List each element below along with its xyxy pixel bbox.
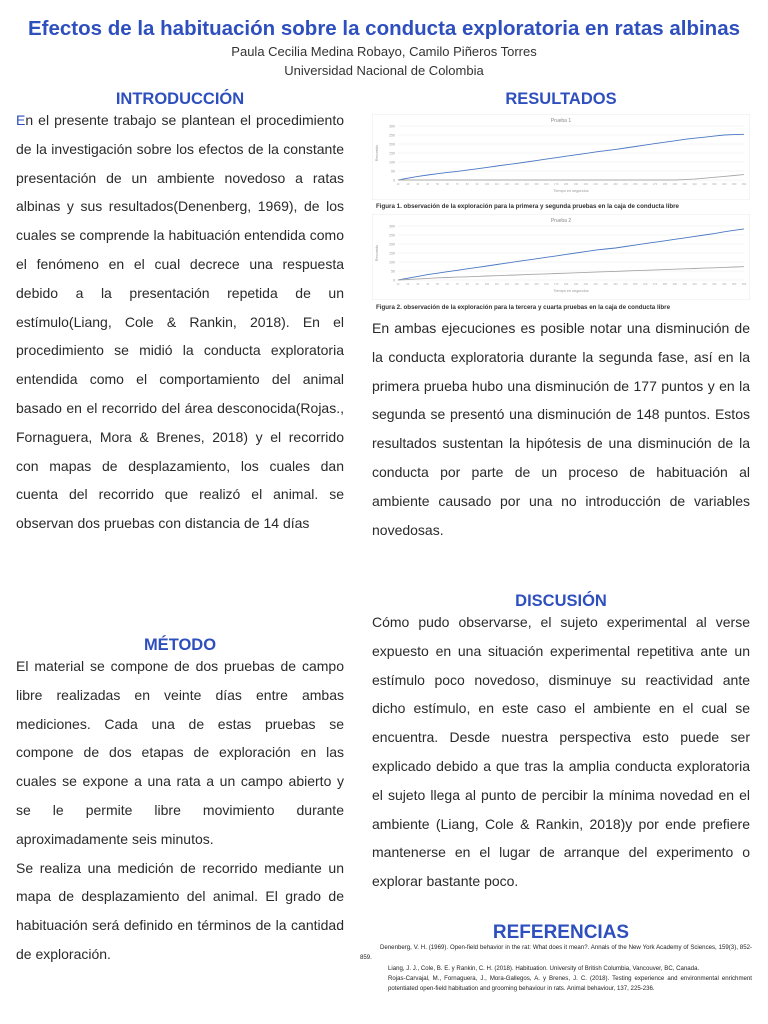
figure-1-caption: Figura 1. observación de la exploración para la primera y segunda pruebas en la caja de conducta libre — [376, 203, 679, 210]
x-tick-label: 130 — [514, 183, 519, 186]
x-tick-label: 290 — [672, 283, 677, 286]
x-tick-label: 140 — [524, 283, 529, 286]
x-tick-label: 150 — [534, 183, 539, 186]
x-tick-label: 330 — [712, 283, 717, 286]
x-tick-label: 60 — [445, 183, 449, 186]
x-tick-label: 40 — [426, 183, 430, 186]
discusion-heading: DISCUSIÓN — [515, 592, 607, 610]
x-tick-label: 200 — [583, 283, 588, 286]
y-tick-label: 200 — [389, 142, 395, 147]
figure-2-caption: Figura 2. observación de la exploración para la tercera y cuarta pruebas en la caja de conducta libre — [376, 304, 671, 311]
y-tick-label: 200 — [389, 242, 395, 247]
x-tick-label: 250 — [633, 283, 638, 286]
resultados-heading: RESULTADOS — [505, 90, 617, 108]
x-tick-label: 300 — [682, 283, 687, 286]
poster-affiliation: Universidad Nacional de Colombia — [284, 63, 484, 78]
intro-dropcap: E — [16, 112, 26, 128]
x-tick-label: 10 — [396, 183, 400, 186]
x-tick-label: 30 — [416, 183, 420, 186]
x-tick-label: 210 — [593, 183, 598, 186]
referencias-heading: REFERENCIAS — [492, 922, 630, 943]
x-tick-label: 280 — [662, 283, 668, 286]
x-tick-label: 90 — [475, 283, 479, 286]
x-tick-label: 130 — [514, 283, 519, 286]
metodo-text — [16, 652, 344, 969]
x-tick-label: 180 — [563, 283, 569, 286]
x-tick-label: 110 — [494, 183, 499, 186]
x-tick-label: 100 — [484, 283, 490, 286]
y-tick-label: 50 — [391, 169, 395, 174]
chart-title: Prueba 2 — [550, 218, 572, 224]
x-tick-label: 220 — [603, 283, 608, 286]
x-tick-label: 220 — [603, 183, 608, 186]
y-tick-label: 250 — [389, 233, 395, 238]
x-tick-label: 90 — [475, 183, 479, 186]
reference-item: Liang, J. J., Cole, B. E. y Rankin, C. H. (2018). Habituation. University of British Columbia, Vancouver, BC, Canada. — [388, 964, 700, 972]
x-tick-label: 70 — [455, 283, 459, 286]
y-tick-label: 250 — [389, 133, 395, 138]
intro-heading: INTRODUCCIÓN — [115, 90, 245, 108]
x-tick-label: 280 — [662, 183, 668, 186]
x-tick-label: 270 — [652, 183, 658, 186]
poster-authors: Paula Cecilia Medina Robayo, Camilo Piñeros Torres — [231, 44, 537, 59]
x-tick-label: 270 — [652, 283, 658, 286]
x-tick-label: 100 — [484, 183, 490, 186]
chart-frame — [372, 214, 750, 300]
y-tick-label: 50 — [391, 269, 395, 274]
x-tick-label: 290 — [672, 183, 677, 186]
x-tick-label: 80 — [465, 183, 469, 186]
x-tick-label: 240 — [623, 183, 628, 186]
x-tick-label: 120 — [504, 283, 509, 286]
x-tick-label: 70 — [455, 183, 459, 186]
x-axis-label: Tiempo en segundos — [553, 189, 589, 193]
x-tick-label: 10 — [396, 283, 400, 286]
x-tick-label: 160 — [544, 183, 549, 186]
metodo-paragraph-2: Se realiza una medición de recorrido mediante un mapa de desplazamiento del animal. El grado de habituación será definido en términos de la cantidad de exploración. — [16, 859, 344, 962]
x-tick-label: 250 — [633, 183, 638, 186]
reference-item: Denenberg, V. H. (1969). Open-field behavior in the rat: What does it mean?. Annals of the New York Academy of Sciences, 159(3), 852-859. — [360, 944, 752, 962]
x-tick-label: 360 — [741, 183, 747, 186]
x-tick-label: 110 — [494, 283, 499, 286]
x-tick-label: 260 — [642, 283, 648, 286]
x-axis-label: Tiempo en segundos — [553, 289, 589, 293]
x-tick-label: 230 — [613, 283, 618, 286]
x-tick-label: 140 — [524, 183, 529, 186]
references-list — [360, 943, 752, 994]
x-tick-label: 310 — [692, 183, 697, 186]
x-tick-label: 190 — [573, 283, 579, 286]
figure-2-chart — [372, 214, 750, 300]
y-tick-label: 0 — [393, 178, 395, 183]
x-tick-label: 340 — [722, 183, 727, 186]
x-tick-label: 350 — [731, 183, 737, 186]
y-tick-label: 150 — [389, 251, 395, 256]
x-tick-label: 300 — [682, 183, 687, 186]
y-tick-label: 100 — [389, 160, 395, 165]
y-tick-label: 100 — [389, 260, 395, 265]
x-tick-label: 40 — [426, 283, 430, 286]
resultados-text: En ambas ejecuciones es posible notar una disminución de la conducta exploratoria durante la segunda fase, así en la primera prueba hubo una disminución de 177 puntos y en la segunda se presentó una disminución de 148 puntos. Estos resultados sustentan la hipótesis de una disminución de la conducta por parte de un proceso de habituación al ambiente causado por una no introducción de variables novedosas. — [372, 320, 750, 538]
discusion-text: Cómo pudo observarse, el sujeto experimental al verse expuesto en una situación experimental repetitiva ante un estímulo poco novedoso, disminuye su reactividad ante dicho estímulo, en este caso el ambiente en el cual se encuentra. Desde nuestra perspectiva esto puede ser explicado debido a que tras la amplia conducta exploratoria el sujeto llega al punto de percibir la mínima novedad en el ambiente (Liang, Cole & Rankin, 2018)y por ende prefiere mantenerse en el lugar de arranque del experimento o explorar bastante poco. — [372, 614, 750, 890]
figure-2 — [372, 214, 750, 300]
x-tick-label: 160 — [544, 283, 549, 286]
x-tick-label: 350 — [731, 283, 737, 286]
x-tick-label: 50 — [436, 183, 439, 186]
figure-1-chart — [372, 114, 750, 200]
x-tick-label: 150 — [534, 283, 539, 286]
reference-item: Rojas-Carvajal, M., Fornaguera, J., Mora-Gallegos, A. y Brenes, J. C. (2018). Testing experience and environmental enrichment potentiated open-field habituation and grooming behaviour in rats. Animal behaviour, 137, 225-236. — [388, 974, 752, 993]
x-tick-label: 320 — [702, 283, 707, 286]
metodo-heading: MÉTODO — [143, 636, 217, 654]
x-tick-label: 180 — [563, 183, 569, 186]
y-tick-label: 150 — [389, 151, 395, 156]
metodo-paragraph-1: El material se compone de dos pruebas de campo libre realizadas en veinte días entre ambas mediciones. Cada una de estas pruebas se compone de dos etapas de exploración en las cuales se expone a una rata a un campo abierto y se le permite libre movimiento durante aproximadamente seis minutos. — [16, 658, 344, 847]
x-tick-label: 170 — [554, 283, 559, 286]
x-tick-label: 310 — [692, 283, 697, 286]
x-tick-label: 60 — [445, 283, 449, 286]
x-tick-label: 30 — [416, 283, 420, 286]
intro-body: n el presente trabajo se plantean el procedimiento de la investigación sobre los efectos de la constante presentación de un ambiente novedoso a ratas albinas y sus resultados(Denenberg, 1969), de los cuales se comprende la habituación entendida como el fenómeno en el cual decrece una respuesta debido a la presentación repetida de un estímulo(Liang, Cole & Rankin, 2018). En el procedimiento se midió la conducta exploratoria entendida como el comportamiento del animal basado en el recorrido del área desconocida(Rojas., Fornaguera, Mora & Brenes, 2018) y el recorrido con mapas de desplazamiento, los cuales dan cuenta del recorrido que realizó el animal. se observan dos pruebas con distancia de 14 días — [16, 112, 344, 532]
y-tick-label: 0 — [393, 278, 395, 283]
poster-title: Efectos de la habituación sobre la conducta exploratoria en ratas albinas — [27, 17, 740, 40]
x-tick-label: 320 — [702, 183, 707, 186]
x-tick-label: 120 — [504, 183, 509, 186]
x-tick-label: 230 — [613, 183, 618, 186]
x-tick-label: 50 — [436, 283, 439, 286]
x-tick-label: 260 — [642, 183, 648, 186]
y-tick-label: 300 — [389, 224, 395, 229]
x-tick-label: 240 — [623, 283, 628, 286]
x-tick-label: 200 — [583, 183, 588, 186]
y-axis-label: Recorrido — [375, 244, 379, 262]
x-tick-label: 20 — [406, 283, 410, 286]
x-tick-label: 340 — [722, 283, 727, 286]
x-tick-label: 190 — [573, 183, 579, 186]
x-tick-label: 80 — [465, 283, 469, 286]
x-tick-label: 20 — [406, 183, 410, 186]
x-tick-label: 210 — [593, 283, 598, 286]
chart-title: Prueba 1 — [550, 118, 572, 124]
x-tick-label: 330 — [712, 183, 717, 186]
intro-text — [16, 106, 344, 538]
figure-1 — [372, 114, 750, 200]
y-axis-label: Recorrido — [375, 144, 379, 162]
x-tick-label: 170 — [554, 183, 559, 186]
y-tick-label: 300 — [389, 124, 395, 129]
x-tick-label: 360 — [741, 283, 747, 286]
